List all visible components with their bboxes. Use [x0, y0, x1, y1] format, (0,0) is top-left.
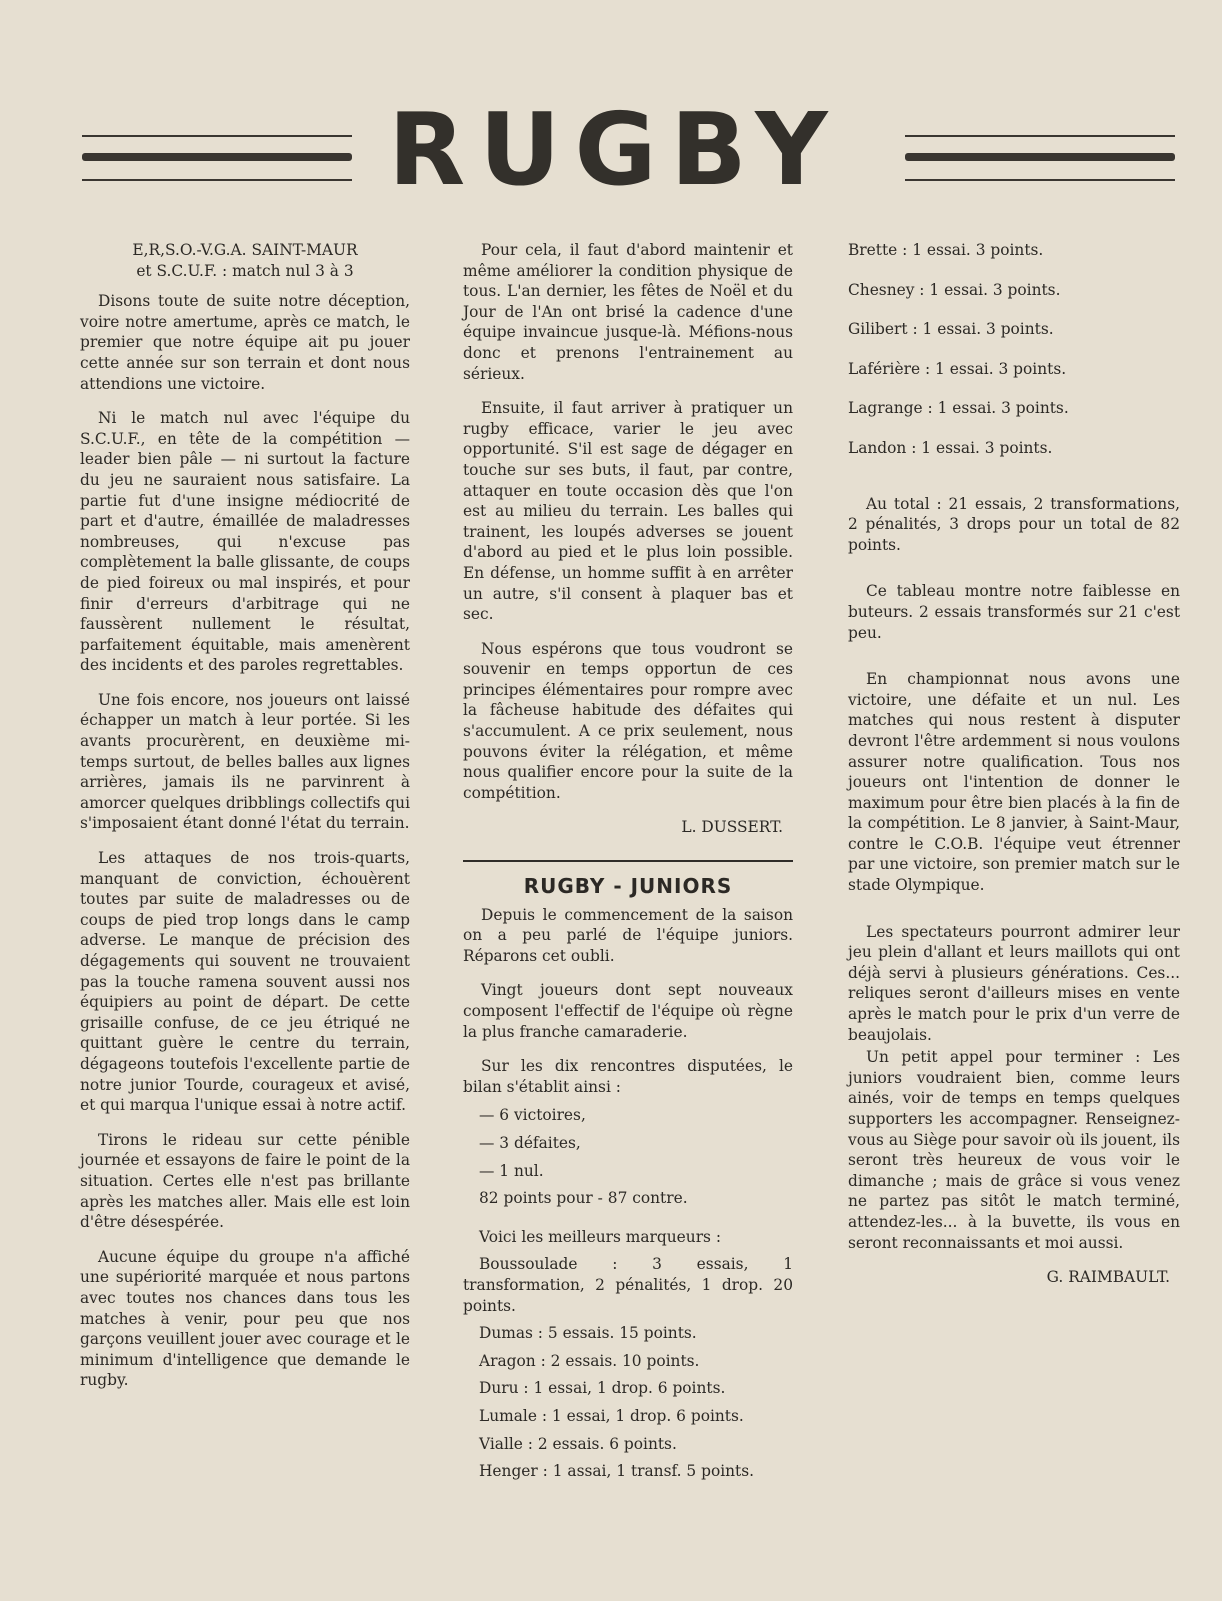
masthead: [0, 91, 1222, 208]
paragraph: Les spectateurs pourront admirer leur jeu plein d'allant et leurs maillots qui ont déjà servi à plusieurs générations. Ces... reliques seront d'ailleurs mises en vente après le match pour le prix d'un verre de beaujolais.: [848, 922, 1180, 1044]
paragraph: Sur les dix rencontres disputées, le bilan s'établit ainsi :: [463, 1057, 793, 1096]
match-heading-line-1: E,R,S.O.-V.G.A. SAINT-MAUR: [132, 241, 358, 259]
paragraph: Les attaques de nos trois-quarts, manquant de conviction, échouèrent toutes par suite de maladresses ou de coups de pied trop longs dans le camp adverse. Le manque de précision des dégagements qui souvent ne trouvaient pas la touche ramena souvent aussi nos équipiers au point de départ. De cette grisaille confuse, de ce jeu étriqué ne quittant guère le centre du terrain, dégageons toutefois l'excellente partie de notre junior Tourde, courageux et avisé, et qui marqua l'unique essai à notre actif.: [80, 849, 410, 1115]
paragraph: Depuis le commencement de la saison on a peu parlé de l'équipe juniors. Réparons cet oubli.: [463, 905, 793, 965]
scorer-line: Chesney : 1 essai. 3 points.: [848, 280, 1061, 299]
paragraph: Aucune équipe du groupe n'a affiché une supériorité marquée et nous partons avec toutes nos chances dans tous les matches à venir, pour peu que nos garçons veuillent jouer avec courage et le minimum d'intelligence que demande le rugby.: [80, 1247, 410, 1390]
scorer-line: Vialle : 2 essais. 6 points.: [479, 1434, 677, 1453]
rule-line: [905, 179, 1175, 181]
page-title: RUGBY: [388, 91, 842, 208]
right-decorative-rules: [905, 135, 1175, 183]
scorer-line: Henger : 1 assai, 1 transf. 5 points.: [479, 1462, 755, 1481]
scorers-intro: Voici les meilleurs marqueurs :: [479, 1227, 722, 1246]
rule-line: [905, 153, 1175, 161]
rule-line: [905, 135, 1175, 137]
scorer-line: Lumale : 1 essai, 1 drop. 6 points.: [479, 1406, 744, 1425]
spacer: [848, 478, 1180, 494]
paragraph: Ni le match nul avec l'équipe du S.C.U.F., en tête de la compétition — leader bien pâle — ni surtout la facture du jeu ne sauraient nous satisfaire. La partie fut d'une insigne médiocrité de part et d'autre, émaillée de maladresses nombreuses, qui n'excuse pas complètement la balle glissante, de coups de pied foireux ou mal inspirés, et pour finir d'erreurs d'arbitrage qui ne faussèrent nullement le résultat, parfaitement équitable, mais amenèrent des incidents et des paroles regrettables.: [80, 409, 410, 675]
column-1: [80, 240, 410, 1405]
paragraph: Un petit appel pour terminer : Les juniors voudraient bien, comme leurs ainés, voir de temps en temps quelques supporters les accompagner. Renseignez-vous au Siège pour savoir où ils jouent, ils seront très heureux de vous voir le dimanche ; mais de grâce si vous venez ne partez pas sitôt le match terminé, attendez-les... à la buvette, ils vous en seront reconnaissants et moi aussi.: [848, 1048, 1180, 1252]
scorer-line: Boussoulade : 3 essais, 1 transformation, 2 pénalités, 1 drop. 20 points.: [463, 1255, 793, 1315]
scorer-line: Landon : 1 essai. 3 points.: [848, 438, 1053, 457]
paragraph: Ce tableau montre notre faiblesse en buteurs. 2 essais transformés sur 21 c'est peu.: [848, 582, 1180, 642]
paragraph: Tirons le rideau sur cette pénible journée et essayons de faire le point de la situation. Certes elle n'est pas brillante après les matches aller. Mais elle est loin d'être désespérée.: [80, 1130, 410, 1232]
paragraph: Vingt joueurs dont sept nouveaux composent l'effectif de l'équipe où règne la plus franche camaraderie.: [463, 981, 793, 1041]
paragraph: Ensuite, il faut arriver à pratiquer un rugby efficace, varier le jeu avec opportunité. S'il est sage de dégager en touche sur ses buts, il faut, par contre, attaquer en toute occasion dès que l'on est au milieu du terrain. Les balles qui trainent, les loupés adverses se jouent d'abord au pied et le plus loin possible. En défense, un homme suffit à en arrêter un autre, s'il consent à plaquer bas et sec.: [463, 399, 793, 624]
paragraph: Nous espérons que tous voudront se souvenir en temps opportun de ces principes élémentaires pour rompre avec la fâcheuse habitude des défaites qui s'accumulent. A ce prix seulement, nous pouvons éviter la rélégation, et même nous qualifier encore pour la suite de la compétition.: [463, 639, 793, 802]
scorer-line: Brette : 1 essai. 3 points.: [848, 241, 1044, 259]
result-item: — 3 défaites,: [479, 1133, 581, 1152]
rule-line: [82, 179, 352, 181]
paragraph: Pour cela, il faut d'abord maintenir et même améliorer la condition physique de tous. L'an dernier, les fêtes de Noël et du Jour de l'An ont brisé la cadence d'une équipe invaincue jusque-là. Méfions-nous donc et prenons l'entrainement au sérieux.: [463, 241, 793, 383]
match-heading: [80, 240, 410, 281]
left-decorative-rules: [82, 135, 352, 183]
scorer-line: Laférière : 1 essai. 3 points.: [848, 359, 1067, 378]
section-divider: [463, 860, 793, 862]
scorer-line: Dumas : 5 essais. 15 points.: [479, 1324, 697, 1343]
result-item: — 1 nul.: [479, 1161, 544, 1180]
scorer-line: Lagrange : 1 essai. 3 points.: [848, 399, 1069, 418]
paragraph: En championnat nous avons une victoire, une défaite et un nul. Les matches qui nous restent à disputer devront l'être ardemment si nous voulons assurer notre qualification. Tous nos joueurs ont l'intention de donner le maximum pour être bien placés à la fin de la compétition. Le 8 janvier, à Saint-Maur, contre le C.O.B. l'équipe veut étrenner par une victoire, son premier match sur le stade Olympique.: [848, 670, 1180, 895]
column-2: [463, 240, 793, 1489]
paragraph: Au total : 21 essais, 2 transformations, 2 pénalités, 3 drops pour un total de 82 points.: [848, 494, 1180, 554]
points-summary: 82 points pour - 87 contre.: [479, 1189, 688, 1208]
author-signature: G. RAIMBAULT.: [1046, 1268, 1170, 1287]
paragraph: Une fois encore, nos joueurs ont laissé échapper un match à leur portée. Si les avants procurèrent, en deuxième mi-temps surtout, de belles balles aux lignes arrières, jamais ils ne parvinrent à amorcer quelques dribblings collectifs qui s'imposaient étant donné l'état du terrain.: [80, 690, 410, 833]
scorer-line: Gilibert : 1 essai. 3 points.: [848, 320, 1054, 339]
rule-line: [82, 153, 352, 161]
section-title-juniors: RUGBY - JUNIORS: [523, 874, 733, 899]
scorer-line: Duru : 1 essai, 1 drop. 6 points.: [479, 1379, 726, 1398]
rule-line: [82, 135, 352, 137]
scorer-line: Aragon : 2 essais. 10 points.: [479, 1351, 700, 1370]
paragraph: Disons toute de suite notre déception, voire notre amertume, après ce match, le premier que notre équipe ait pu jouer cette année sur son terrain et dont nous attendions une victoire.: [80, 292, 410, 393]
author-signature: L. DUSSERT.: [681, 818, 783, 837]
match-heading-line-2: et S.C.U.F. : match nul 3 à 3: [136, 261, 354, 280]
result-item: — 6 victoires,: [479, 1106, 586, 1125]
column-3: [848, 240, 1180, 1302]
